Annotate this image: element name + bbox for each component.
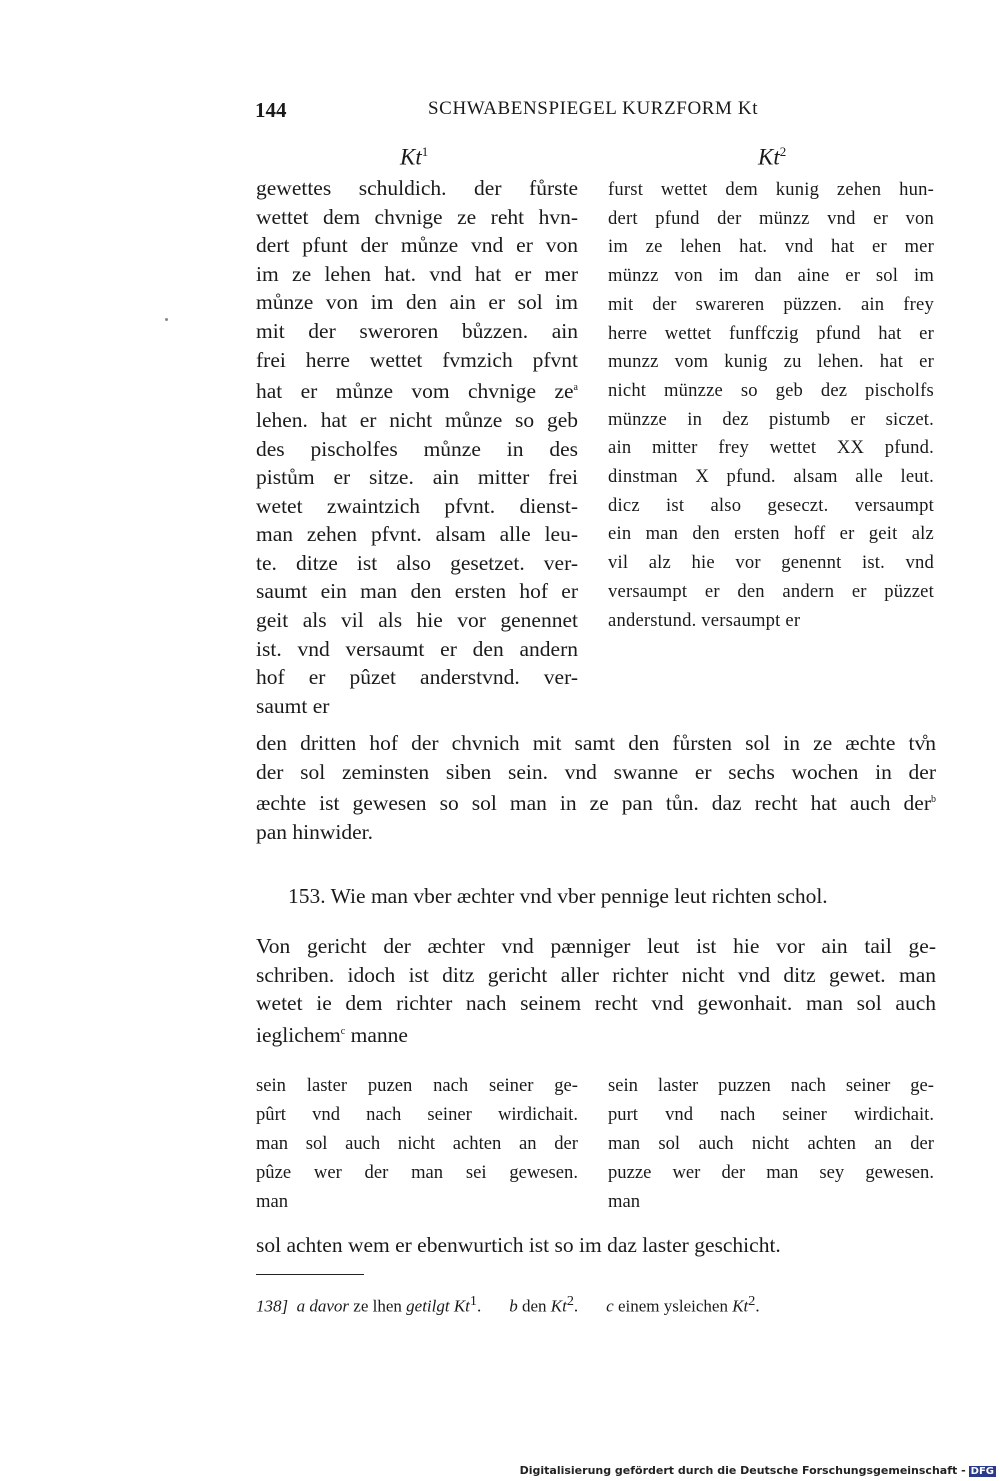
text-line xyxy=(256,549,578,578)
line-text: im ze lehen hat. vnd hat er mer xyxy=(608,236,934,258)
text-line xyxy=(608,262,934,291)
line-text: man sol auch nicht achten an der xyxy=(256,1133,578,1154)
text-line xyxy=(608,1187,934,1216)
text-line xyxy=(256,317,578,346)
footnote-c-text: einem ysleichen xyxy=(613,1296,733,1316)
text-line xyxy=(256,260,578,289)
footnote-marker: b xyxy=(931,794,936,805)
line-text: æchte ist gewesen so sol man in ze pan tůn. daz recht hat auch der xyxy=(256,791,931,816)
line-text: pistům er sitze. ain mitter frei xyxy=(256,465,578,490)
line-text: hat er můnze vom chvnige ze xyxy=(256,379,574,404)
line-text: puzze wer der man sey gewesen. xyxy=(608,1162,934,1183)
line-text: versaumpt er den andern er püzzet xyxy=(608,580,934,602)
line-text: man sol auch nicht achten an der xyxy=(608,1133,934,1154)
footnote-a-italic: davor xyxy=(309,1296,350,1316)
line-text: anderstund. versaumpt er xyxy=(608,609,801,631)
footnote-marker: c xyxy=(340,1025,346,1037)
line-text: der sol zeminsten siben sein. vnd swanne er sechs wochen in der xyxy=(256,759,936,784)
line-text: furst wettet dem kunig zehen hun- xyxy=(608,179,934,200)
line-text: hof er pûzet anderstvnd. ver- xyxy=(256,665,578,690)
text-line xyxy=(608,434,934,463)
line-text: pûrt vnd nach seiner wirdichait. xyxy=(256,1104,578,1125)
paragraph-shared-1 xyxy=(256,729,936,846)
text-line xyxy=(256,406,578,435)
line-text: purt vnd nach seiner wirdichait. xyxy=(608,1104,934,1125)
text-line xyxy=(256,606,578,635)
split-left-column xyxy=(256,1071,578,1216)
paragraph-shared-2 xyxy=(256,932,936,1049)
line-text: ain mitter frey wettet XX pfund. xyxy=(608,437,934,459)
text-line xyxy=(608,377,934,406)
section-heading xyxy=(288,884,828,909)
line-text: den dritten hof der chvnich mit samt den fůrsten sol in ze æchte tv̊n xyxy=(256,731,936,755)
text-line xyxy=(256,961,936,990)
footnote-c-italic: Kt xyxy=(732,1296,749,1316)
text-line xyxy=(608,406,934,435)
line-text: saumt er xyxy=(256,693,330,718)
text-line xyxy=(256,1018,936,1050)
split-right-column xyxy=(608,1071,934,1216)
line-text: dert pfunt der můnze vnd er von xyxy=(256,233,578,258)
line-text: lehen. hat er nicht můnze so geb xyxy=(256,407,578,432)
line-text: wetet ie dem richter nach seinem recht vnd gewonhait. man sol auch xyxy=(256,991,936,1015)
text-line xyxy=(256,203,578,232)
line-text: des pischolfes můnze in des xyxy=(256,436,578,461)
text-line xyxy=(608,1129,934,1158)
line-text: frei herre wettet fvmzich pfvnt xyxy=(256,347,578,372)
footnote-a-text: ze lhen xyxy=(349,1296,407,1316)
line-text: münzz von im dan aine er sol im xyxy=(608,265,934,287)
line-text: manne xyxy=(345,1022,408,1047)
line-text: sein laster puzzen nach seiner ge- xyxy=(608,1075,934,1096)
text-line xyxy=(256,231,578,260)
text-line xyxy=(256,692,578,721)
text-line xyxy=(256,1129,578,1158)
line-text: schriben. idoch ist ditz gericht aller richter nicht vnd ditz gewet. man xyxy=(256,962,936,987)
line-text: pan hinwider. xyxy=(256,819,374,844)
text-line xyxy=(256,989,936,1018)
scan-speck xyxy=(165,318,168,321)
text-line xyxy=(608,1071,934,1100)
line-text: wetet zwaintzich pfvnt. dienst- xyxy=(256,493,578,518)
line-text: pûze wer der man sei gewesen. xyxy=(256,1162,578,1183)
footnote-ref: 138] xyxy=(256,1296,289,1316)
footnote-rule xyxy=(256,1274,364,1275)
line-text: man zehen pfvnt. alsam alle leu- xyxy=(256,522,578,547)
line-text: munzz vom kunig zu lehen. hat er xyxy=(608,351,934,373)
line-text: nicht münzze so geb dez pischolfs xyxy=(608,379,934,401)
line-text: saumt ein man den ersten hof er xyxy=(256,579,578,604)
text-line xyxy=(256,786,936,818)
text-line xyxy=(256,1158,578,1187)
text-line xyxy=(608,1100,934,1129)
text-line xyxy=(256,520,578,549)
line-text: můnze von im den ain er sol im xyxy=(256,290,578,315)
text-line xyxy=(608,578,934,607)
footnote-b-italic: Kt xyxy=(550,1296,567,1316)
footnote-letter-b: b xyxy=(509,1296,518,1316)
line-text: mit der swareren püzzen. ain frey xyxy=(608,293,934,315)
text-line xyxy=(608,1158,934,1187)
text-line xyxy=(256,463,578,492)
section-title: Wie man vber æchter vnd vber pennige leut richten schol. xyxy=(330,884,828,908)
text-line xyxy=(256,288,578,317)
text-line xyxy=(256,663,578,692)
line-text: te. ditze ist also gesetzet. ver- xyxy=(256,550,578,575)
text-line xyxy=(608,607,934,636)
page-number: 144 xyxy=(255,98,287,122)
text-line xyxy=(256,729,936,758)
line-text: dert pfund der münzz vnd er von xyxy=(608,207,934,229)
line-text: mit der sweroren bůzzen. ain xyxy=(256,318,578,343)
text-line xyxy=(256,818,936,847)
text-line xyxy=(256,346,578,375)
footnote: 138] a davor ze lhen getilgt Kt$^1$. b den Kt$^2$. c einem ysleichen Kt$^2$. xyxy=(256,1293,760,1316)
text-line xyxy=(608,176,934,205)
line-text: münzze in dez pistumb er siczet. xyxy=(608,408,934,430)
line-text: ist. vnd versaumt er den andern xyxy=(256,636,578,661)
funding-text: Digitalisierung gefördert durch die Deutsche Forschungsgemeinschaft - xyxy=(519,1464,966,1477)
text-line xyxy=(256,1100,578,1129)
text-line xyxy=(256,374,578,406)
paragraph-shared-3: sol achten wem er ebenwurtich ist so im daz laster geschicht. xyxy=(256,1233,781,1257)
footnote-letter-a: a xyxy=(296,1296,306,1316)
text-line xyxy=(608,348,934,377)
section-number: 153. xyxy=(288,884,326,908)
line-text: herre wettet funffczig pfund hat er xyxy=(608,322,934,344)
line-text: vil alz hie vor genennt ist. vnd xyxy=(608,552,934,574)
text-line xyxy=(256,174,578,203)
text-line xyxy=(256,932,936,961)
footnote-a-italic2: getilgt Kt xyxy=(406,1296,470,1316)
text-line xyxy=(608,205,934,234)
footnote-c-sup: 2 xyxy=(748,1293,756,1309)
column-heading-kt2: Kt$^2$ xyxy=(758,144,787,170)
line-text: dicz ist also geseczt. versaumpt xyxy=(608,494,934,516)
dfg-logo: DFG xyxy=(970,1466,994,1477)
text-line xyxy=(256,1071,578,1100)
text-line xyxy=(256,435,578,464)
line-text: sein laster puzen nach seiner ge- xyxy=(256,1075,578,1096)
text-line xyxy=(608,291,934,320)
text-line xyxy=(256,758,936,787)
line-text: ieglichem xyxy=(256,1022,341,1047)
funding-notice xyxy=(520,1464,996,1477)
line-text: Von gericht der æchter vnd pænniger leut ist hie vor ain tail ge- xyxy=(256,934,936,958)
text-line xyxy=(608,549,934,578)
line-text: ein man den ersten hoff er geit alz xyxy=(608,523,934,545)
footnote-letter-c: c xyxy=(606,1296,614,1316)
line-text: wettet dem chvnige ze reht hvn- xyxy=(256,204,578,229)
footnote-marker: a xyxy=(573,382,578,394)
footnote-a-sup: 1 xyxy=(469,1293,477,1309)
text-line xyxy=(256,1187,578,1216)
text-line xyxy=(608,320,934,349)
text-line xyxy=(608,492,934,521)
line-text: man xyxy=(256,1191,289,1212)
text-line xyxy=(608,520,934,549)
kt1-column-text xyxy=(256,174,578,720)
kt2-column-text xyxy=(608,176,934,635)
text-line xyxy=(608,463,934,492)
text-line xyxy=(256,635,578,664)
line-text: im ze lehen hat. vnd hat er mer xyxy=(256,261,578,286)
line-text: geit als vil als hie vor genennet xyxy=(256,608,578,633)
text-line xyxy=(256,577,578,606)
text-line xyxy=(608,233,934,262)
line-text: gewettes schuldich. der fůrste xyxy=(256,176,578,200)
footnote-b-sup: 2 xyxy=(566,1293,574,1309)
column-heading-kt1: Kt$^1$ xyxy=(400,144,429,170)
footnote-b-text: den xyxy=(517,1296,551,1316)
text-line xyxy=(256,492,578,521)
running-title: SCHWABENSPIEGEL KURZFORM Kt xyxy=(428,98,759,119)
line-text: man xyxy=(608,1191,641,1212)
line-text: dinstman X pfund. alsam alle leut. xyxy=(608,466,934,488)
